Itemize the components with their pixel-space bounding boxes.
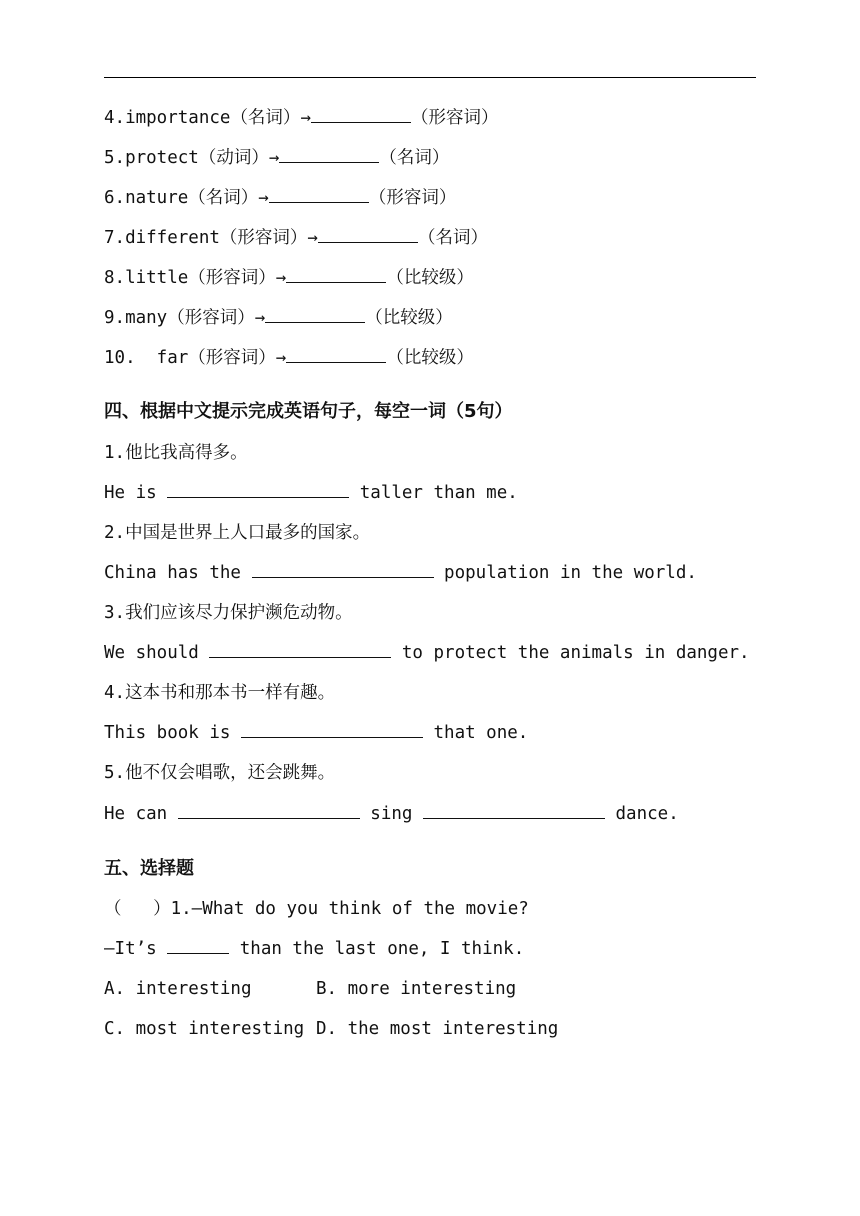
sentence-cn-4: 4.这本书和那本书一样有趣。: [104, 683, 336, 703]
arrow-icon: →: [268, 148, 280, 168]
arrow-icon: →: [275, 348, 287, 368]
arrow-icon: →: [275, 268, 287, 288]
arrow-icon: →: [307, 228, 318, 248]
arrow-icon: →: [300, 108, 311, 128]
answer-bracket[interactable]: （ ）: [104, 899, 171, 919]
option-d[interactable]: D. the most interesting: [316, 1019, 559, 1039]
sentence-cn-2: 2.中国是世界上人口最多的国家。: [104, 523, 371, 543]
word-form-item-8: 8.little（形容词）→ （比较级）: [104, 268, 474, 288]
answer-blank[interactable]: [209, 641, 391, 658]
answer-blank[interactable]: [318, 226, 418, 243]
sentence-cn-5: 5.他不仅会唱歌，还会跳舞。: [104, 763, 336, 783]
answer-blank[interactable]: [252, 561, 434, 578]
answer-blank[interactable]: [167, 481, 349, 498]
answer-blank[interactable]: [178, 802, 360, 819]
section-4-heading: 四、根据中文提示完成英语句子，每空一词（5句）: [104, 401, 513, 422]
header-rule: [104, 77, 756, 78]
answer-blank[interactable]: [265, 306, 365, 323]
word-form-item-7: 7.different（形容词）→ （名词）: [104, 228, 488, 248]
option-a[interactable]: A. interesting: [104, 979, 252, 999]
word-form-item-5: 5.protect（动词）→ （名词）: [104, 148, 450, 168]
sentence-cn-3: 3.我们应该尽力保护濒危动物。: [104, 603, 353, 623]
question-1-stem: （ ）1.—What do you think of the movie?: [104, 899, 529, 919]
section-5-heading: 五、选择题: [104, 858, 194, 879]
answer-blank[interactable]: [286, 346, 386, 363]
sentence-cn-1: 1.他比我高得多。: [104, 443, 248, 463]
answer-blank[interactable]: [279, 146, 379, 163]
sentence-en-4: This book is that one.: [104, 723, 529, 743]
arrow-icon: →: [258, 188, 269, 208]
sentence-en-5: He can sing dance.: [104, 804, 679, 824]
answer-blank[interactable]: [311, 106, 411, 123]
sentence-en-1: He is taller than me.: [104, 483, 518, 503]
answer-blank[interactable]: [286, 266, 386, 283]
answer-blank[interactable]: [269, 186, 369, 203]
answer-blank[interactable]: [241, 721, 423, 738]
option-b[interactable]: B. more interesting: [316, 979, 517, 999]
word-form-item-6: 6.nature（名词）→ （形容词）: [104, 188, 457, 208]
word-form-item-9: 9.many（形容词）→ （比较级）: [104, 308, 453, 328]
answer-blank[interactable]: [167, 937, 229, 954]
answer-blank[interactable]: [423, 802, 605, 819]
arrow-icon: →: [254, 308, 266, 328]
word-form-item-10: 10. far（形容词）→ （比较级）: [104, 348, 474, 368]
option-c[interactable]: C. most interesting: [104, 1019, 305, 1039]
sentence-en-2: China has the population in the world.: [104, 563, 697, 583]
question-1-line-2: —It’s than the last one, I think.: [104, 939, 525, 959]
sentence-en-3: We should to protect the animals in danger.: [104, 643, 750, 663]
word-form-item-4: 4.importance（名词）→ （形容词）: [104, 108, 499, 128]
